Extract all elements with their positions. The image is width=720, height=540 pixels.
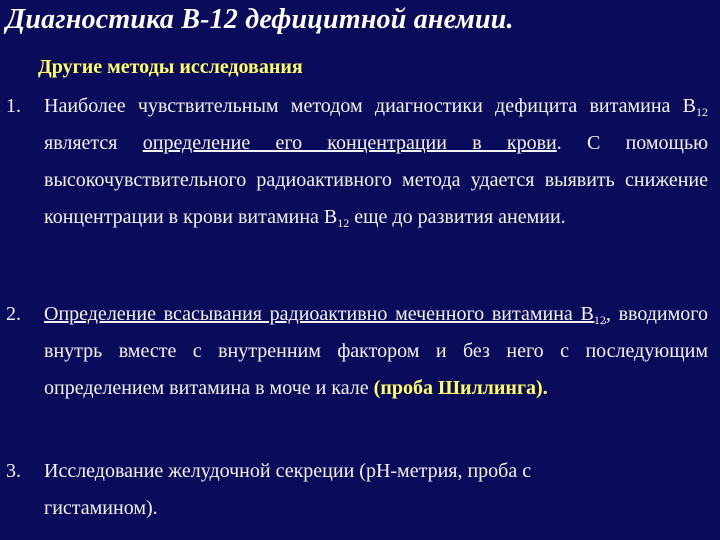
slide-title: Диагностика В-12 дефицитной анемии. bbox=[6, 4, 514, 35]
list-item-number: 1. bbox=[6, 95, 21, 117]
list-item-number: 2. bbox=[6, 303, 21, 325]
underlined-phrase: Определение всасывания радиоактивно меченного витамина $В_{12}$ bbox=[44, 303, 606, 327]
list-item-text: Исследование желудочной секреции (рН-метрия, проба с гистамином). bbox=[44, 460, 532, 519]
list-item-number: 3. bbox=[6, 460, 21, 482]
list-item-text: Наиболее чувствительным методом диагностики дефицита витамина $В_{12}$ является определение его концентрации в крови. С помощью высокочувствительного радиоактивного метода удается выявить снижение концентрации в крови витамина $В_{12}$ еще до развития анемии. bbox=[44, 95, 709, 230]
slide-subtitle: Другие методы исследования bbox=[38, 56, 303, 78]
highlighted-phrase: (проба Шиллинга). bbox=[373, 377, 548, 399]
underlined-phrase: определение его концентрации в крови bbox=[142, 132, 557, 154]
list-item-text: Определение всасывания радиоактивно меченного витамина $В_{12}$, вводимого внутрь вместе с внутренним фактором и без него с последующим определением витамина в моче и кале (проба Шиллинга). bbox=[44, 303, 708, 399]
